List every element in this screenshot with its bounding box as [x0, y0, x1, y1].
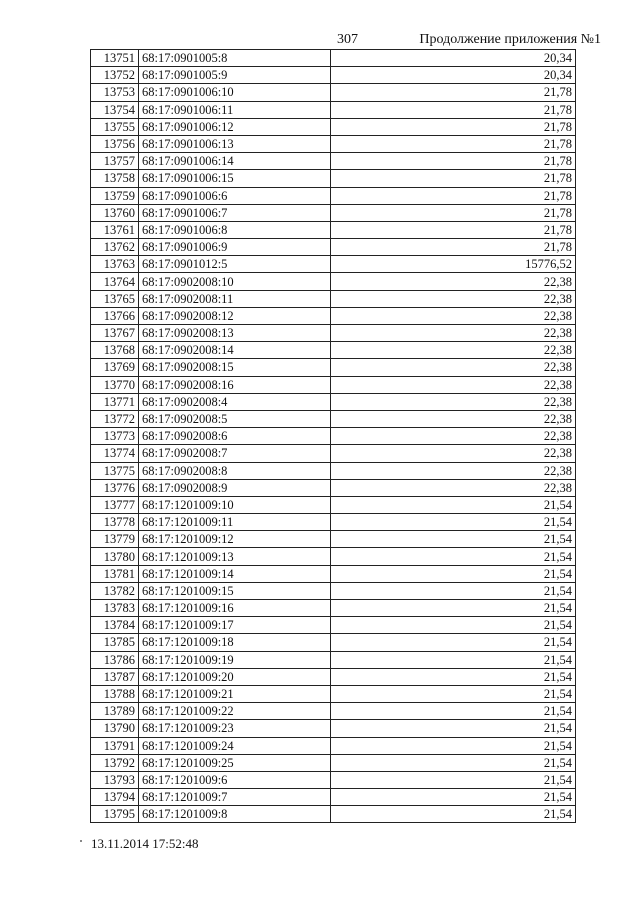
table-row: [91, 170, 576, 187]
row-number-cell: 13769: [91, 359, 139, 376]
row-number-cell: 13775: [91, 462, 139, 479]
cadastral-number-cell: 68:17:0902008:11: [139, 290, 331, 307]
table-row: [91, 685, 576, 702]
cadastral-number-cell: 68:17:1201009:18: [139, 634, 331, 651]
table-row: [91, 479, 576, 496]
row-number-cell: 13794: [91, 789, 139, 806]
cadastral-number-cell: 68:17:1201009:7: [139, 789, 331, 806]
value-cell: 22,38: [331, 393, 576, 410]
cadastral-number-cell: 68:17:0901006:8: [139, 221, 331, 238]
registry-table: [90, 49, 576, 823]
cadastral-number-cell: 68:17:0902008:13: [139, 325, 331, 342]
value-cell: 22,38: [331, 290, 576, 307]
cadastral-number-cell: 68:17:0901006:9: [139, 239, 331, 256]
row-number-cell: 13754: [91, 101, 139, 118]
cadastral-number-cell: 68:17:1201009:10: [139, 496, 331, 513]
value-cell: 22,38: [331, 479, 576, 496]
value-cell: 21,78: [331, 204, 576, 221]
row-number-cell: 13765: [91, 290, 139, 307]
value-cell: 21,78: [331, 135, 576, 152]
row-number-cell: 13766: [91, 307, 139, 324]
value-cell: 21,78: [331, 118, 576, 135]
table-row: [91, 84, 576, 101]
page-number: 307: [337, 32, 358, 47]
cadastral-number-cell: 68:17:1201009:12: [139, 531, 331, 548]
table-row: [91, 445, 576, 462]
row-number-cell: 13780: [91, 548, 139, 565]
table-row: [91, 135, 576, 152]
value-cell: 22,38: [331, 410, 576, 427]
cadastral-number-cell: 68:17:0901006:6: [139, 187, 331, 204]
row-number-cell: 13764: [91, 273, 139, 290]
row-number-cell: 13752: [91, 67, 139, 84]
value-cell: 21,54: [331, 582, 576, 599]
value-cell: 21,54: [331, 514, 576, 531]
row-number-cell: 13784: [91, 617, 139, 634]
value-cell: 22,38: [331, 342, 576, 359]
cadastral-number-cell: 68:17:1201009:13: [139, 548, 331, 565]
row-number-cell: 13788: [91, 685, 139, 702]
row-number-cell: 13785: [91, 634, 139, 651]
cadastral-number-cell: 68:17:1201009:11: [139, 514, 331, 531]
table-row: [91, 153, 576, 170]
table-row: [91, 50, 576, 67]
table-row: [91, 101, 576, 118]
table-row: [91, 496, 576, 513]
row-number-cell: 13795: [91, 806, 139, 823]
table-row: [91, 771, 576, 788]
row-number-cell: 13771: [91, 393, 139, 410]
cadastral-number-cell: 68:17:0901012:5: [139, 256, 331, 273]
value-cell: 21,78: [331, 187, 576, 204]
row-number-cell: 13776: [91, 479, 139, 496]
table-row: [91, 359, 576, 376]
table-row: [91, 565, 576, 582]
table-row: [91, 410, 576, 427]
table-row: [91, 307, 576, 324]
table-row: [91, 256, 576, 273]
value-cell: 21,54: [331, 617, 576, 634]
row-number-cell: 13755: [91, 118, 139, 135]
cadastral-number-cell: 68:17:0902008:9: [139, 479, 331, 496]
row-number-cell: 13772: [91, 410, 139, 427]
value-cell: 21,54: [331, 548, 576, 565]
value-cell: 21,54: [331, 806, 576, 823]
table-row: [91, 789, 576, 806]
cadastral-number-cell: 68:17:1201009:15: [139, 582, 331, 599]
cadastral-number-cell: 68:17:1201009:6: [139, 771, 331, 788]
value-cell: 21,54: [331, 685, 576, 702]
table-row: [91, 239, 576, 256]
value-cell: 20,34: [331, 50, 576, 67]
row-number-cell: 13770: [91, 376, 139, 393]
table-row: [91, 514, 576, 531]
row-number-cell: 13781: [91, 565, 139, 582]
margin-mark: [80, 840, 82, 842]
table-row: [91, 221, 576, 238]
row-number-cell: 13783: [91, 600, 139, 617]
value-cell: 21,54: [331, 789, 576, 806]
table-row: [91, 187, 576, 204]
table-body: [91, 50, 576, 823]
cadastral-number-cell: 68:17:0902008:10: [139, 273, 331, 290]
cadastral-number-cell: 68:17:1201009:8: [139, 806, 331, 823]
table-row: [91, 462, 576, 479]
cadastral-number-cell: 68:17:0902008:14: [139, 342, 331, 359]
table-row: [91, 806, 576, 823]
table-row: [91, 342, 576, 359]
row-number-cell: 13763: [91, 256, 139, 273]
value-cell: 21,54: [331, 600, 576, 617]
value-cell: 20,34: [331, 67, 576, 84]
cadastral-number-cell: 68:17:1201009:16: [139, 600, 331, 617]
table-row: [91, 668, 576, 685]
table-row: [91, 67, 576, 84]
value-cell: 21,54: [331, 634, 576, 651]
value-cell: 21,54: [331, 651, 576, 668]
value-cell: 21,78: [331, 221, 576, 238]
value-cell: 21,78: [331, 84, 576, 101]
value-cell: 22,38: [331, 359, 576, 376]
cadastral-number-cell: 68:17:0902008:15: [139, 359, 331, 376]
cadastral-number-cell: 68:17:1201009:25: [139, 754, 331, 771]
row-number-cell: 13789: [91, 703, 139, 720]
table-row: [91, 325, 576, 342]
value-cell: 22,38: [331, 376, 576, 393]
row-number-cell: 13768: [91, 342, 139, 359]
cadastral-number-cell: 68:17:1201009:23: [139, 720, 331, 737]
table-row: [91, 531, 576, 548]
row-number-cell: 13777: [91, 496, 139, 513]
cadastral-number-cell: 68:17:0902008:8: [139, 462, 331, 479]
table-row: [91, 393, 576, 410]
cadastral-number-cell: 68:17:1201009:14: [139, 565, 331, 582]
cadastral-number-cell: 68:17:0901006:15: [139, 170, 331, 187]
value-cell: 21,54: [331, 703, 576, 720]
table-row: [91, 548, 576, 565]
table-row: [91, 204, 576, 221]
value-cell: 21,54: [331, 737, 576, 754]
value-cell: 21,78: [331, 239, 576, 256]
value-cell: 21,54: [331, 496, 576, 513]
row-number-cell: 13753: [91, 84, 139, 101]
row-number-cell: 13782: [91, 582, 139, 599]
value-cell: 21,54: [331, 531, 576, 548]
page-title: Продолжение приложения №1: [419, 32, 601, 47]
value-cell: 22,38: [331, 273, 576, 290]
cadastral-number-cell: 68:17:1201009:20: [139, 668, 331, 685]
value-cell: 22,38: [331, 428, 576, 445]
cadastral-number-cell: 68:17:0901006:13: [139, 135, 331, 152]
row-number-cell: 13761: [91, 221, 139, 238]
row-number-cell: 13793: [91, 771, 139, 788]
cadastral-number-cell: 68:17:0901006:14: [139, 153, 331, 170]
value-cell: 15776,52: [331, 256, 576, 273]
value-cell: 22,38: [331, 307, 576, 324]
table-row: [91, 376, 576, 393]
row-number-cell: 13751: [91, 50, 139, 67]
cadastral-number-cell: 68:17:0902008:7: [139, 445, 331, 462]
row-number-cell: 13790: [91, 720, 139, 737]
table-row: [91, 290, 576, 307]
table-row: [91, 720, 576, 737]
table-row: [91, 273, 576, 290]
table-row: [91, 582, 576, 599]
row-number-cell: 13759: [91, 187, 139, 204]
value-cell: 21,54: [331, 565, 576, 582]
value-cell: 21,54: [331, 668, 576, 685]
cadastral-number-cell: 68:17:0902008:16: [139, 376, 331, 393]
table-row: [91, 651, 576, 668]
row-number-cell: 13760: [91, 204, 139, 221]
cadastral-number-cell: 68:17:0902008:12: [139, 307, 331, 324]
value-cell: 21,78: [331, 170, 576, 187]
row-number-cell: 13792: [91, 754, 139, 771]
row-number-cell: 13791: [91, 737, 139, 754]
row-number-cell: 13779: [91, 531, 139, 548]
cadastral-number-cell: 68:17:0901006:11: [139, 101, 331, 118]
table-row: [91, 703, 576, 720]
value-cell: 21,78: [331, 101, 576, 118]
table-row: [91, 737, 576, 754]
table-row: [91, 118, 576, 135]
cadastral-number-cell: 68:17:1201009:24: [139, 737, 331, 754]
table-row: [91, 617, 576, 634]
row-number-cell: 13774: [91, 445, 139, 462]
row-number-cell: 13773: [91, 428, 139, 445]
row-number-cell: 13762: [91, 239, 139, 256]
value-cell: 21,78: [331, 153, 576, 170]
row-number-cell: 13756: [91, 135, 139, 152]
value-cell: 21,54: [331, 771, 576, 788]
row-number-cell: 13787: [91, 668, 139, 685]
row-number-cell: 13778: [91, 514, 139, 531]
cadastral-number-cell: 68:17:0901005:9: [139, 67, 331, 84]
row-number-cell: 13767: [91, 325, 139, 342]
cadastral-number-cell: 68:17:0901005:8: [139, 50, 331, 67]
cadastral-number-cell: 68:17:1201009:21: [139, 685, 331, 702]
footer-timestamp: 13.11.2014 17:52:48: [91, 836, 199, 851]
cadastral-number-cell: 68:17:1201009:17: [139, 617, 331, 634]
cadastral-number-cell: 68:17:1201009:19: [139, 651, 331, 668]
row-number-cell: 13786: [91, 651, 139, 668]
value-cell: 22,38: [331, 462, 576, 479]
value-cell: 22,38: [331, 325, 576, 342]
cadastral-number-cell: 68:17:0901006:7: [139, 204, 331, 221]
cadastral-number-cell: 68:17:0902008:4: [139, 393, 331, 410]
cadastral-number-cell: 68:17:0902008:5: [139, 410, 331, 427]
table-row: [91, 754, 576, 771]
cadastral-number-cell: 68:17:0901006:12: [139, 118, 331, 135]
value-cell: 21,54: [331, 720, 576, 737]
value-cell: 21,54: [331, 754, 576, 771]
table-row: [91, 428, 576, 445]
row-number-cell: 13758: [91, 170, 139, 187]
cadastral-number-cell: 68:17:0902008:6: [139, 428, 331, 445]
cadastral-number-cell: 68:17:0901006:10: [139, 84, 331, 101]
table-row: [91, 600, 576, 617]
table-row: [91, 634, 576, 651]
value-cell: 22,38: [331, 445, 576, 462]
cadastral-number-cell: 68:17:1201009:22: [139, 703, 331, 720]
row-number-cell: 13757: [91, 153, 139, 170]
